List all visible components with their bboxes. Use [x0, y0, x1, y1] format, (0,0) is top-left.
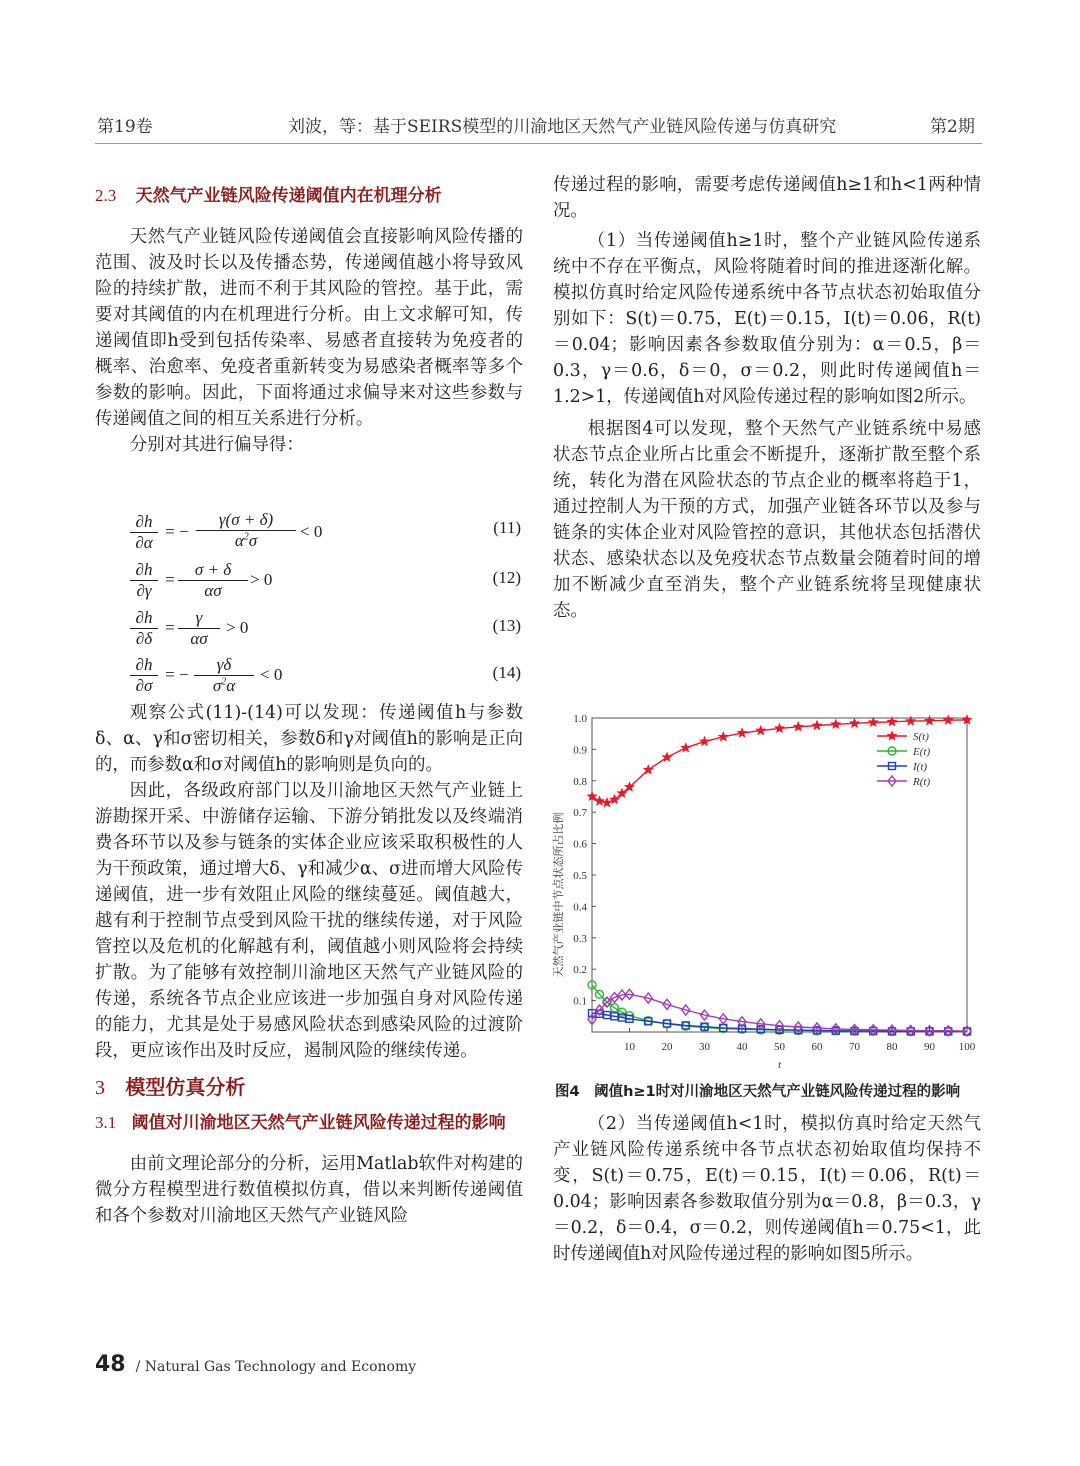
header-rule: [95, 143, 982, 144]
data-point: [681, 743, 691, 752]
section-3-heading: [95, 1072, 523, 1103]
paragraph: （2）当传递阈值h<1时，模拟仿真时给定天然气产业链风险传递系统中各节点状态初始取值均保持不变，S(t)＝0.75，E(t)＝0.15，I(t)＝0.06，R(t)＝0.04；影响因素各参数取值分别为α＝0.8，β＝0.3，γ＝0.2，δ＝0.4，σ＝0.2，则传递阈值h＝0.75<1，此时传递阈值h对风险传递过程的影响如图5所示。: [553, 1114, 981, 1264]
paragraph: 分别对其进行偏导得：: [129, 435, 304, 455]
figure-caption: 图4 阈值h≥1时对川渝地区天然气产业链风险传递过程的影响: [555, 1084, 961, 1100]
paragraph: 因此，各级政府部门以及川渝地区天然气产业链上游勘探开采、中游储存运输、下游分销批发以及终端消费各环节以及参与链条的实体企业应该采取积极性的人为干预政策，通过增大δ、γ和减少α、σ进而增大风险传递阈值，进一步有效阻止风险的继续蔓延。阈值越大，越有利于控制节点受到风险干扰的继续传递，对于风险管控以及危机的化解越有利，阈值越小则风险将会持续扩散。为了能够有效控制川渝地区天然气产业链风险的传递，系统各节点企业应该进一步加强自身对风险传递的能力，尤其是处于易感风险状态到感染风险的过渡阶段，更应该作出及时反应，遏制风险的继续传递。: [95, 781, 523, 1061]
equation-number: (12): [492, 568, 521, 587]
running-head-volume: 第19卷: [97, 117, 153, 137]
y-tick-label: 0.9: [573, 744, 587, 757]
equation-13: ∂h ∂δ = γ ασ > 0 (13): [130, 608, 525, 648]
x-tick-label: 10: [624, 1041, 635, 1053]
running-head-issue: 第2期: [930, 117, 975, 137]
line-chart: [552, 706, 982, 1076]
legend-label: R(t): [913, 776, 931, 788]
equation-11: ∂h ∂α = − γ(σ + δ) $\alpha^2\sigma$ < 0 (11): [130, 510, 525, 550]
data-point: [719, 732, 729, 741]
legend-label: E(t): [913, 746, 931, 758]
right-column-lower: [553, 1111, 981, 1267]
paragraph: 传递过程的影响，需要考虑传递阈值h≥1和h<1两种情况。: [553, 175, 981, 221]
y-tick-label: 0.1: [573, 995, 587, 1008]
running-head-title: 刘波，等：基于SEIRS模型的川渝地区天然气产业链风险传递与仿真研究: [288, 117, 837, 137]
x-tick-label: 100: [958, 1041, 976, 1053]
data-point: [794, 722, 804, 731]
equation-12: ∂h ∂γ = σ + δ ασ > 0 (12): [130, 560, 525, 600]
y-tick-label: 0.8: [573, 775, 587, 788]
paragraph: 天然气产业链风险传递阈值会直接影响风险传播的范围、波及时长以及传播态势，传递阈值越小将导致风险的持续扩散，进而不利于其风险的管控。基于此，需要对其阈值的内在机理进行分析。由上文求解可知，传递阈值即h受到包括传染率、易感者直接转为免疫者的概率、治愈率、免疫者重新转变为易感染者概率等多个参数的影响。因此，下面将通过求偏导来对这些参数与传递阈值之间的相互关系进行分析。: [95, 227, 523, 429]
section-number: 2.3: [95, 186, 117, 205]
x-tick-label: 20: [661, 1041, 673, 1053]
left-column-lower: [95, 700, 523, 1229]
x-tick-label: 50: [774, 1041, 785, 1053]
x-tick-label: 40: [736, 1041, 748, 1053]
data-point: [925, 716, 935, 725]
section-number: 3: [95, 1077, 105, 1099]
y-tick-label: 0.5: [573, 870, 587, 882]
y-tick-label: 0.2: [573, 964, 587, 977]
equation-number: (11): [493, 518, 521, 537]
data-point: [831, 719, 841, 728]
y-tick-label: 0.7: [573, 807, 587, 820]
data-point: [906, 716, 916, 725]
x-axis-label: t: [777, 1059, 782, 1071]
y-tick-label: 1.0: [573, 713, 587, 725]
legend-label: I(t): [913, 761, 928, 773]
page-number: 48: [95, 1352, 126, 1377]
section-title: 模型仿真分析: [125, 1075, 246, 1099]
equation-number: (13): [492, 616, 521, 635]
paragraph: 观察公式(11)-(14)可以发现：传递阈值h与参数δ、α、γ和σ密切相关，参数δ和γ对阈值h的影响是正向的，而参数α和σ对阈值h的影响则是负向的。: [95, 703, 523, 775]
x-tick-label: 80: [886, 1041, 898, 1053]
data-point: [869, 717, 879, 726]
data-point: [737, 728, 747, 737]
paragraph: 由前文理论部分的分析，运用Matlab软件对构建的微分方程模型进行数值模拟仿真，借以来判断传递阈值和各个参数对川渝地区天然气产业链风险: [95, 1154, 523, 1226]
y-tick-label: 0.4: [573, 901, 587, 914]
section-number: 3.1: [95, 1113, 117, 1132]
journal-name: / Natural Gas Technology and Economy: [135, 1359, 417, 1375]
right-column: [553, 172, 981, 624]
data-point: [700, 737, 710, 746]
y-axis-label: 天然气产业链中节点状态所占比例: [552, 812, 565, 978]
section-3-1-heading: [95, 1107, 523, 1139]
data-point: [756, 726, 766, 735]
x-tick-label: 90: [924, 1041, 935, 1053]
left-column: [95, 183, 523, 458]
section-title: 天然气产业链风险传递阈值内在机理分析: [135, 186, 442, 206]
data-point: [812, 721, 822, 730]
section-title: 阈值对川渝地区天然气产业链风险传递过程的影响: [131, 1113, 506, 1133]
data-point: [602, 798, 612, 807]
legend-marker: [887, 731, 897, 740]
paragraph: 根据图4可以发现，整个天然气产业链系统中易感状态节点企业所占比重会不断提升，逐渐扩散至整个系统，转化为潜在风险状态的节点企业的概率将趋于1，通过控制人为干预的方式，加强产业链各环节以及参与链条的实体企业对风险管控的意识，其他状态包括潜伏状态、感染状态以及免疫状态节点数量会随着时间的增加不断减少直至消失，整个产业链系统将呈现健康状态。: [553, 419, 981, 621]
legend-label: S(t): [913, 731, 929, 743]
footer: [95, 1352, 416, 1377]
section-2-3-heading: [95, 183, 523, 209]
data-point: [944, 715, 954, 724]
x-tick-label: 30: [699, 1041, 710, 1053]
data-point: [775, 723, 785, 732]
data-point: [595, 796, 605, 805]
paragraph: （1）当传递阈值h≥1时，整个产业链风险传递系统中不存在平衡点，风险将随着时间的推进逐渐化解。模拟仿真时给定风险传递系统中各节点状态初始取值分别如下：S(t)＝0.75，E(t)＝0.15，I(t)＝0.06，R(t)＝0.04；影响因素各参数取值分别为：α＝0.5，β＝0.3，γ＝0.6，δ＝0，σ＝0.2，则此时传递阈值h＝1.2>1，传递阈值h对风险传递过程的影响如图2所示。: [553, 231, 981, 407]
figure-4: [552, 706, 982, 1076]
data-point: [850, 718, 860, 727]
series-line-1: [592, 720, 967, 803]
x-tick-label: 70: [849, 1041, 860, 1053]
y-tick-label: 0.6: [573, 838, 587, 851]
x-tick-label: 60: [811, 1041, 823, 1053]
equation-14: ∂h ∂σ = − γδ $\sigma^2\alpha$ < 0 (14): [130, 655, 525, 695]
y-tick-label: 0.3: [573, 932, 587, 945]
equation-number: (14): [492, 663, 521, 682]
